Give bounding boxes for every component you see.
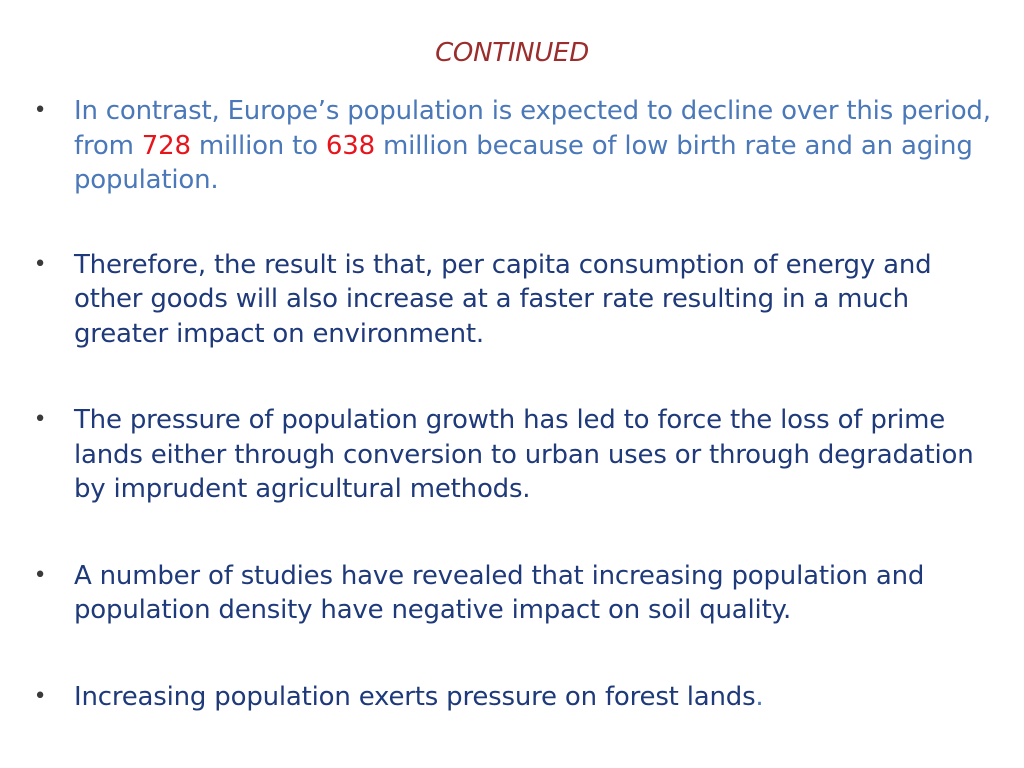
highlight-number-728: 728 [141, 130, 191, 161]
bullet-item-forest-lands [30, 680, 1000, 715]
bullet-text-part: million to [190, 130, 326, 161]
bullet-text: Increasing population exerts pressure on forest lands [74, 681, 756, 712]
bullet-text-part: million because of low birth rate and an aging population. [74, 130, 973, 195]
bullet-dot-icon: • [33, 683, 47, 709]
bullet-dot-icon: • [33, 562, 47, 588]
bullet-item-europe-population [30, 94, 1000, 198]
highlight-number-638: 638 [325, 130, 375, 161]
bullet-list [30, 94, 1000, 714]
bullet-text-part: In contrast, Europe’s population is expected to decline over this period, from [74, 96, 991, 161]
bullet-text: The pressure of population growth has led to force the loss of prime lands either through conversion to urban uses or through degradation by imprudent agricultural methods. [74, 405, 974, 504]
slide-title: CONTINUED [435, 38, 589, 68]
bullet-text: A number of studies have revealed that increasing population and population density have negative impact on soil quality. [74, 560, 925, 625]
bullet-item-prime-lands-loss [30, 403, 1000, 507]
bullet-dot-icon: • [33, 251, 47, 277]
bullet-trailing-period: . [755, 681, 764, 712]
bullet-dot-icon: • [33, 407, 47, 432]
bullet-dot-icon: • [33, 98, 47, 123]
bullet-text: Therefore, the result is that, per capita consumption of energy and other goods will also increase at a faster rate resulting in a much greater impact on environment. [74, 249, 932, 349]
bullet-item-soil-quality [30, 559, 1000, 628]
bullet-item-per-capita-consumption [30, 248, 1000, 352]
